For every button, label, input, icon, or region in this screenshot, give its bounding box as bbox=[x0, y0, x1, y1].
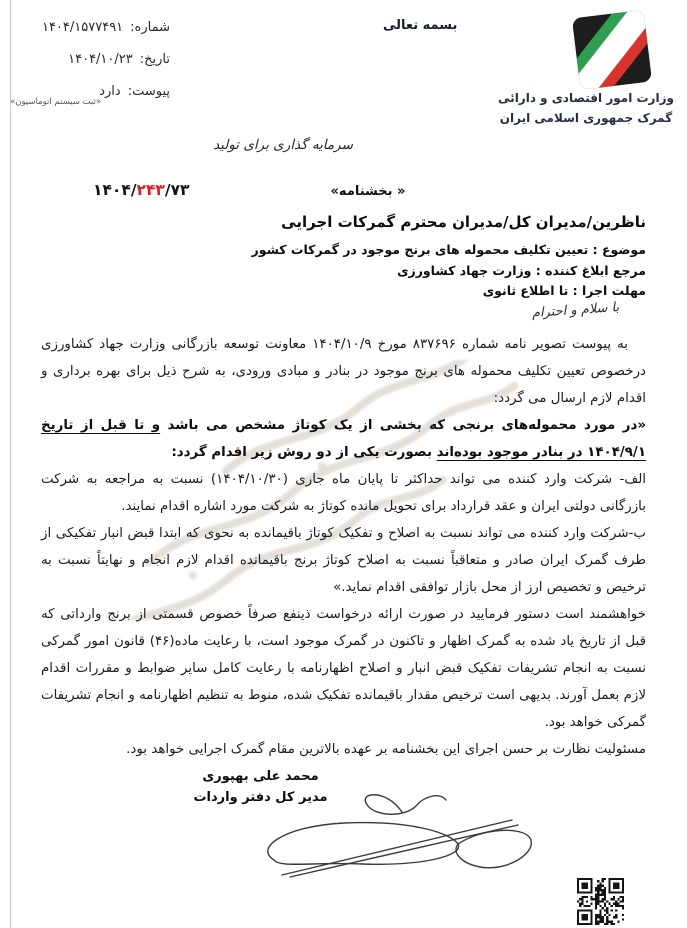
letter-number-label: شماره: bbox=[130, 20, 170, 35]
letter-number-value: ۱۴۰۴/۱۵۷۷۴۹۱ bbox=[41, 20, 124, 35]
ministry-heading bbox=[488, 88, 684, 128]
scan-edge-line bbox=[10, 0, 11, 928]
ref-middle-red: ۲۴۳ bbox=[136, 181, 165, 199]
ministry-line2: گمرک جمهوری اسلامی ایران bbox=[499, 111, 673, 125]
letter-attachment-label: پیوست: bbox=[127, 84, 170, 99]
body-item-b: ب-شرکت وارد کننده می تواند نسبت به اصلاح و تفکیک کوتاژ باقیمانده به نحوی که ابتدا قبض انبار تفکیکی از طرف گمرک ایران صادر و متعاقباً نسبت به اصلاح کوتاژ برنج باقیمانده اقدام لازم انجام و نهایتاً نسبت به ترخیص و تخصیص ارز از محل بازار توافقی اقدام نماید.» bbox=[41, 526, 646, 595]
quote-part1: «در مورد محموله‌های برنجی که بخشی از یک کوتاژ مشخص می باشد bbox=[160, 418, 646, 433]
subject-line: موضوع : تعیین تکلیف محموله های برنج موجود در گمرکات کشور bbox=[251, 242, 646, 257]
year-slogan: سرمایه گذاری برای تولید bbox=[213, 137, 353, 153]
letter-meta-block bbox=[10, 20, 170, 107]
ref-suffix: /۷۳ bbox=[164, 181, 190, 199]
deadline-line: مهلت اجرا : تا اطلاع ثانوی bbox=[482, 283, 646, 298]
letter-attachment-value: دارد bbox=[99, 84, 121, 99]
letter-body bbox=[41, 331, 646, 763]
ref-prefix: ۱۴۰۴/ bbox=[93, 181, 137, 199]
letter-date-label: تاریخ: bbox=[139, 52, 170, 67]
quote-underlined: و تا قبل از تاریخ ۱۴۰۴/۹/۱ در بنادر موجود بوده‌اند bbox=[41, 418, 646, 460]
ministry-line1: وزارت امور اقتصادی و دارائی bbox=[498, 91, 674, 105]
subject-block bbox=[36, 240, 646, 302]
body-paragraph-1: به پیوست تصویر نامه شماره ۸۳۷۶۹۶ مورخ ۱۴۰۴/۱۰/۹ معاونت توسعه بازرگانی وزارت جهاد کشاورزی درخصوص تعیین تکلیف محموله های برنج موجود در بنادر و مبادی ورودی، به شرح ذیل برای بهره برداری و اقدام لازم ارسال می گردد: bbox=[41, 337, 646, 406]
circular-title: « بخشنامه» bbox=[330, 184, 406, 199]
body-quote-paragraph bbox=[41, 412, 646, 466]
signatory-name: محمد علی بهپوری bbox=[202, 769, 319, 784]
addressee-line: ناظرین/مدیران کل/مدیران محترم گمرکات اجرایی bbox=[281, 213, 646, 231]
letter-date-value: ۱۴۰۴/۱۰/۲۳ bbox=[68, 52, 133, 67]
letter-date-row bbox=[10, 52, 170, 67]
body-item-a: الف- شرکت وارد کننده می تواند حداکثر تا پایان ماه جاری (۱۴۰۴/۱۰/۳۰) نسبت به مراجعه به شرکت بازرگانی دولتی ایران و عقد قرارداد برای تحویل مانده کوتاژ به شرکت مورد اشاره اقدام نمایند. bbox=[41, 472, 646, 514]
signatory-title: مدیر کل دفتر واردات bbox=[193, 790, 328, 805]
issuer-line: مرجع ابلاغ کننده : وزارت جهاد کشاورزی bbox=[397, 262, 646, 278]
body-paragraph-2: خواهشمند است دستور فرمایید در صورت ارائه درخواست ذینفع صرفاً خصوص قسمتی از برنج وارداتی که قبل از تاریخ یاد شده به گمرک اظهار و تاکنون در گمرک موجود است، با رعایت ماده(۴۶) قانون امور گمرکی نسبت به انجام تشریفات تفکیک قبض انبار و اصلاح اظهارنامه با رعایت کامل سایر ضوابط و مقررات اقدام لازم بعمل آورند. بدیهی است ترخیص مقدار باقیمانده تفکیک شده، منوط به تنظیم اظهارنامه و انجام تشریفات گمرکی خواهد بود. bbox=[41, 607, 646, 730]
handwritten-salutation: با سلام و احترام bbox=[531, 299, 620, 322]
customs-logo-icon bbox=[558, 10, 664, 90]
signature-scribble bbox=[210, 782, 550, 882]
circular-ref-number bbox=[93, 181, 190, 199]
bismillah-text: بسمه تعالی bbox=[383, 18, 458, 33]
automation-note: «ثبت سیستم اتوماسیون» bbox=[10, 97, 102, 107]
qr-code bbox=[577, 878, 624, 925]
quote-part2: بصورت یکی از دو روش زیر اقدام گردد: bbox=[171, 445, 437, 460]
letter-number-row bbox=[10, 20, 170, 35]
body-paragraph-3: مسئولیت نظارت بر حسن اجرای این بخشنامه بر عهده بالاترین مقام گمرک اجرایی خواهد بود. bbox=[126, 742, 646, 757]
